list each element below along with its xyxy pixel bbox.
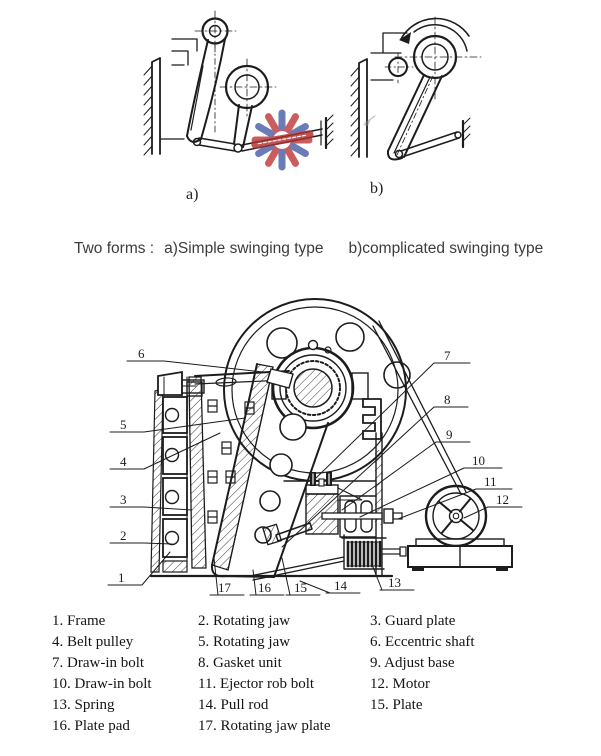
callout-16: 16 bbox=[258, 580, 271, 595]
caption-prefix: Two forms : bbox=[74, 240, 155, 257]
figure-b-label: b) bbox=[370, 180, 384, 197]
part-item: 7. Draw-in bolt bbox=[52, 654, 145, 671]
caption-type-a: a)Simple swinging type bbox=[164, 240, 324, 257]
toggle-anchor bbox=[321, 115, 333, 148]
part-item: 1. Frame bbox=[52, 613, 106, 629]
part-item: 17. Rotating jaw plate bbox=[198, 717, 331, 734]
callout-15: 15 bbox=[294, 580, 307, 595]
fixed-jaw-plate bbox=[189, 377, 206, 568]
part-item: 14. Pull rod bbox=[198, 696, 269, 713]
part-item: 11. Ejector rob bolt bbox=[198, 675, 315, 692]
fixed-wall bbox=[351, 59, 367, 157]
callout-9: 9 bbox=[446, 427, 453, 442]
spring bbox=[348, 542, 380, 566]
eccentric-circle bbox=[220, 59, 276, 118]
figure-a-label: a) bbox=[186, 186, 199, 203]
callout-4: 4 bbox=[120, 454, 127, 469]
part-item: 10. Draw-in bolt bbox=[52, 675, 152, 692]
callout-14: 14 bbox=[334, 578, 347, 593]
figure-complicated-swinging-type bbox=[335, 5, 545, 175]
parts-list bbox=[0, 611, 601, 736]
callout-1: 1 bbox=[118, 570, 125, 585]
part-item: 5. Rotating jaw bbox=[198, 633, 291, 650]
toggle-anchor bbox=[463, 118, 470, 147]
fixed-jaw-assembly bbox=[151, 372, 206, 572]
part-item: 12. Motor bbox=[370, 675, 430, 692]
watermark-logo bbox=[251, 113, 315, 167]
part-item: 13. Spring bbox=[52, 696, 115, 713]
figure-caption bbox=[74, 240, 543, 258]
rotation-arrow bbox=[399, 18, 469, 44]
eccentric-shaft-section bbox=[294, 369, 332, 407]
caption-type-b: b)complicated swinging type bbox=[348, 240, 544, 257]
figure-simple-swinging-type bbox=[140, 8, 345, 173]
callout-10: 10 bbox=[472, 453, 485, 468]
part-item: 9. Adjust base bbox=[370, 654, 455, 671]
part-item: 6. Eccentric shaft bbox=[370, 633, 475, 650]
part-item: 15. Plate bbox=[370, 696, 423, 713]
jaw-crusher-diagram bbox=[60, 285, 601, 605]
callout-17: 17 bbox=[218, 580, 231, 595]
motor-assembly bbox=[373, 321, 512, 571]
part-item-empty bbox=[370, 716, 601, 737]
part-item: 2. Rotating jaw bbox=[198, 613, 291, 629]
callout-8: 8 bbox=[444, 392, 451, 407]
connecting-rod bbox=[234, 105, 252, 147]
frame-side-bracket bbox=[363, 399, 381, 439]
motor-pulley bbox=[426, 486, 486, 546]
draw-in-bolt-rod bbox=[322, 513, 382, 519]
part-item: 3. Guard plate bbox=[370, 613, 456, 629]
part-item: 16. Plate pad bbox=[52, 717, 130, 734]
callout-5: 5 bbox=[120, 417, 127, 432]
motion-arrow bbox=[363, 116, 375, 126]
suspension-pivot bbox=[195, 11, 236, 52]
fixed-wall bbox=[144, 58, 184, 155]
callout-12: 12 bbox=[496, 492, 509, 507]
part-item: 4. Belt pulley bbox=[52, 633, 134, 650]
callout-2: 2 bbox=[120, 528, 127, 543]
callout-11: 11 bbox=[484, 474, 497, 489]
frame-bracket bbox=[172, 39, 197, 65]
callout-6: 6 bbox=[138, 346, 145, 361]
swing-jaw-arm bbox=[187, 39, 225, 142]
callout-13: 13 bbox=[388, 575, 401, 590]
part-item: 8. Gasket unit bbox=[198, 654, 282, 671]
callout-7: 7 bbox=[444, 348, 451, 363]
callout-3: 3 bbox=[120, 492, 127, 507]
